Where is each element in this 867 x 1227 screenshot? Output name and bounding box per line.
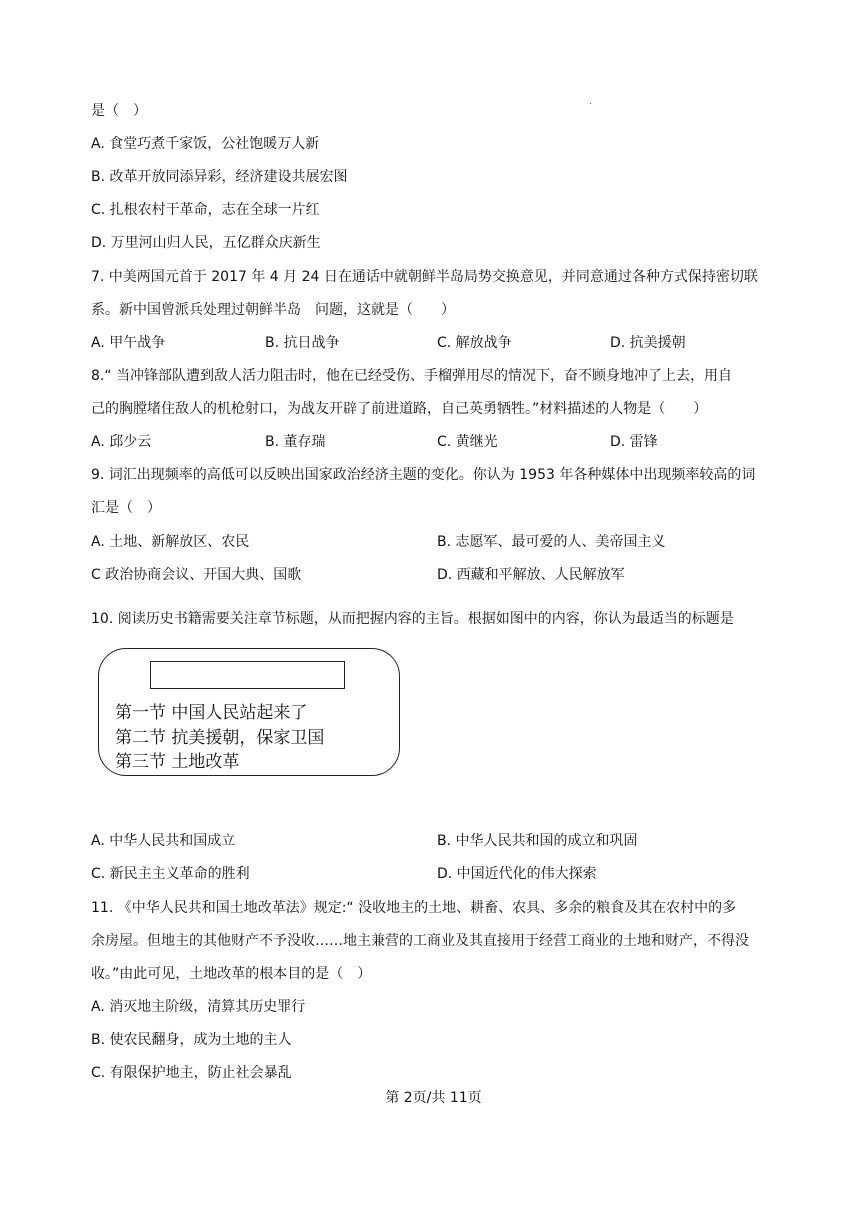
q7-option-b: B. 抗日战争	[265, 335, 340, 351]
q8-option-c: C. 黄继光	[437, 434, 498, 450]
q9-option-b: B. 志愿军、最可爱的人、美帝国主义	[437, 534, 666, 550]
q8-stem-line1: 8.“ 当冲锋部队遭到敌人活力阻击时，他在已经受伤、手榴弹用尽的情况下，奋不顾身地冲了上去，用自	[91, 368, 733, 384]
q10-stem: 10. 阅读历史书籍需要关注章节标题，从而把握内容的主旨。根据如图中的内容，你认为最适当的标题是	[91, 611, 734, 627]
q6-stem-tail: 是（ ）	[91, 103, 147, 119]
q8-option-b: B. 董存瑞	[265, 434, 326, 450]
q7-stem-line2: 系。新中国曾派兵处理过朝鲜半岛 问题，这就是（ ）	[91, 302, 455, 318]
figure-section-2: 第二节 抗美援朝，保家卫国	[115, 728, 325, 748]
q10-option-b: B. 中华人民共和国的成立和巩固	[437, 833, 638, 849]
q7-option-c: C. 解放战争	[437, 335, 512, 351]
q9-option-c: C 政治协商会议、开国大典、国歌	[91, 567, 302, 583]
figure-section-1: 第一节 中国人民站起来了	[115, 703, 308, 723]
q11-stem-line1: 11. 《中华人民共和国土地改革法》规定:“ 没收地主的土地、耕畜、农具、多余的粮食及其在农村中的多	[91, 900, 737, 916]
q11-stem-line3: 收。”由此可见，土地改革的根本目的是（ ）	[91, 966, 372, 982]
q10-option-a: A. 中华人民共和国成立	[91, 833, 236, 849]
q7-option-a: A. 甲午战争	[91, 335, 166, 351]
q6-option-c: C. 扎根农村干革命，志在全球一片红	[91, 202, 320, 218]
q10-option-d: D. 中国近代化的伟大探索	[437, 866, 597, 882]
q9-option-a: A. 土地、新解放区、农民	[91, 534, 250, 550]
q6-option-d: D. 万里河山归人民，五亿群众庆新生	[91, 235, 321, 251]
q9-option-d: D. 西藏和平解放、人民解放军	[437, 567, 625, 583]
q11-option-b: B. 使农民翻身，成为土地的主人	[91, 1032, 292, 1048]
q7-option-d: D. 抗美援朝	[610, 335, 686, 351]
q8-option-d: D. 雷锋	[610, 434, 658, 450]
figure-section-3: 第三节 土地改革	[115, 752, 240, 772]
q8-stem-line2: 己的胸膛堵住敌人的机枪射口，为战友开辟了前进道路，自己英勇牺牲。”材料描述的人物是（ ）	[91, 401, 708, 417]
q6-option-b: B. 改革开放同添异彩，经济建设共展宏图	[91, 169, 348, 185]
q9-stem-line1: 9. 词汇出现频率的高低可以反映出国家政治经济主题的变化。你认为 1953 年各种媒体中出现频率较高的词	[91, 467, 756, 483]
q11-option-c: C. 有限保护地主，防止社会暴乱	[91, 1065, 292, 1081]
q9-stem-line2: 汇是（ ）	[91, 500, 161, 516]
q8-option-a: A. 邱少云	[91, 434, 152, 450]
q11-option-a: A. 消灭地主阶级，清算其历史罪行	[91, 999, 306, 1015]
chapter-title-blank	[150, 661, 345, 689]
page-number: 第 2页/共 11页	[385, 1090, 482, 1106]
speck	[590, 103, 591, 104]
q6-option-a: A. 食堂巧煮千家饭，公社饱暖万人新	[91, 136, 320, 152]
q7-stem-line1: 7. 中美两国元首于 2017 年 4 月 24 日在通话中就朝鲜半岛局势交换意见，并同意通过各种方式保持密切联	[91, 269, 758, 285]
q11-stem-line2: 余房屋。但地主的其他财产不予没收……地主兼营的工商业及其直接用于经营工商业的土地和财产，不得没	[91, 933, 749, 949]
q10-option-c: C. 新民主主义革命的胜利	[91, 866, 250, 882]
